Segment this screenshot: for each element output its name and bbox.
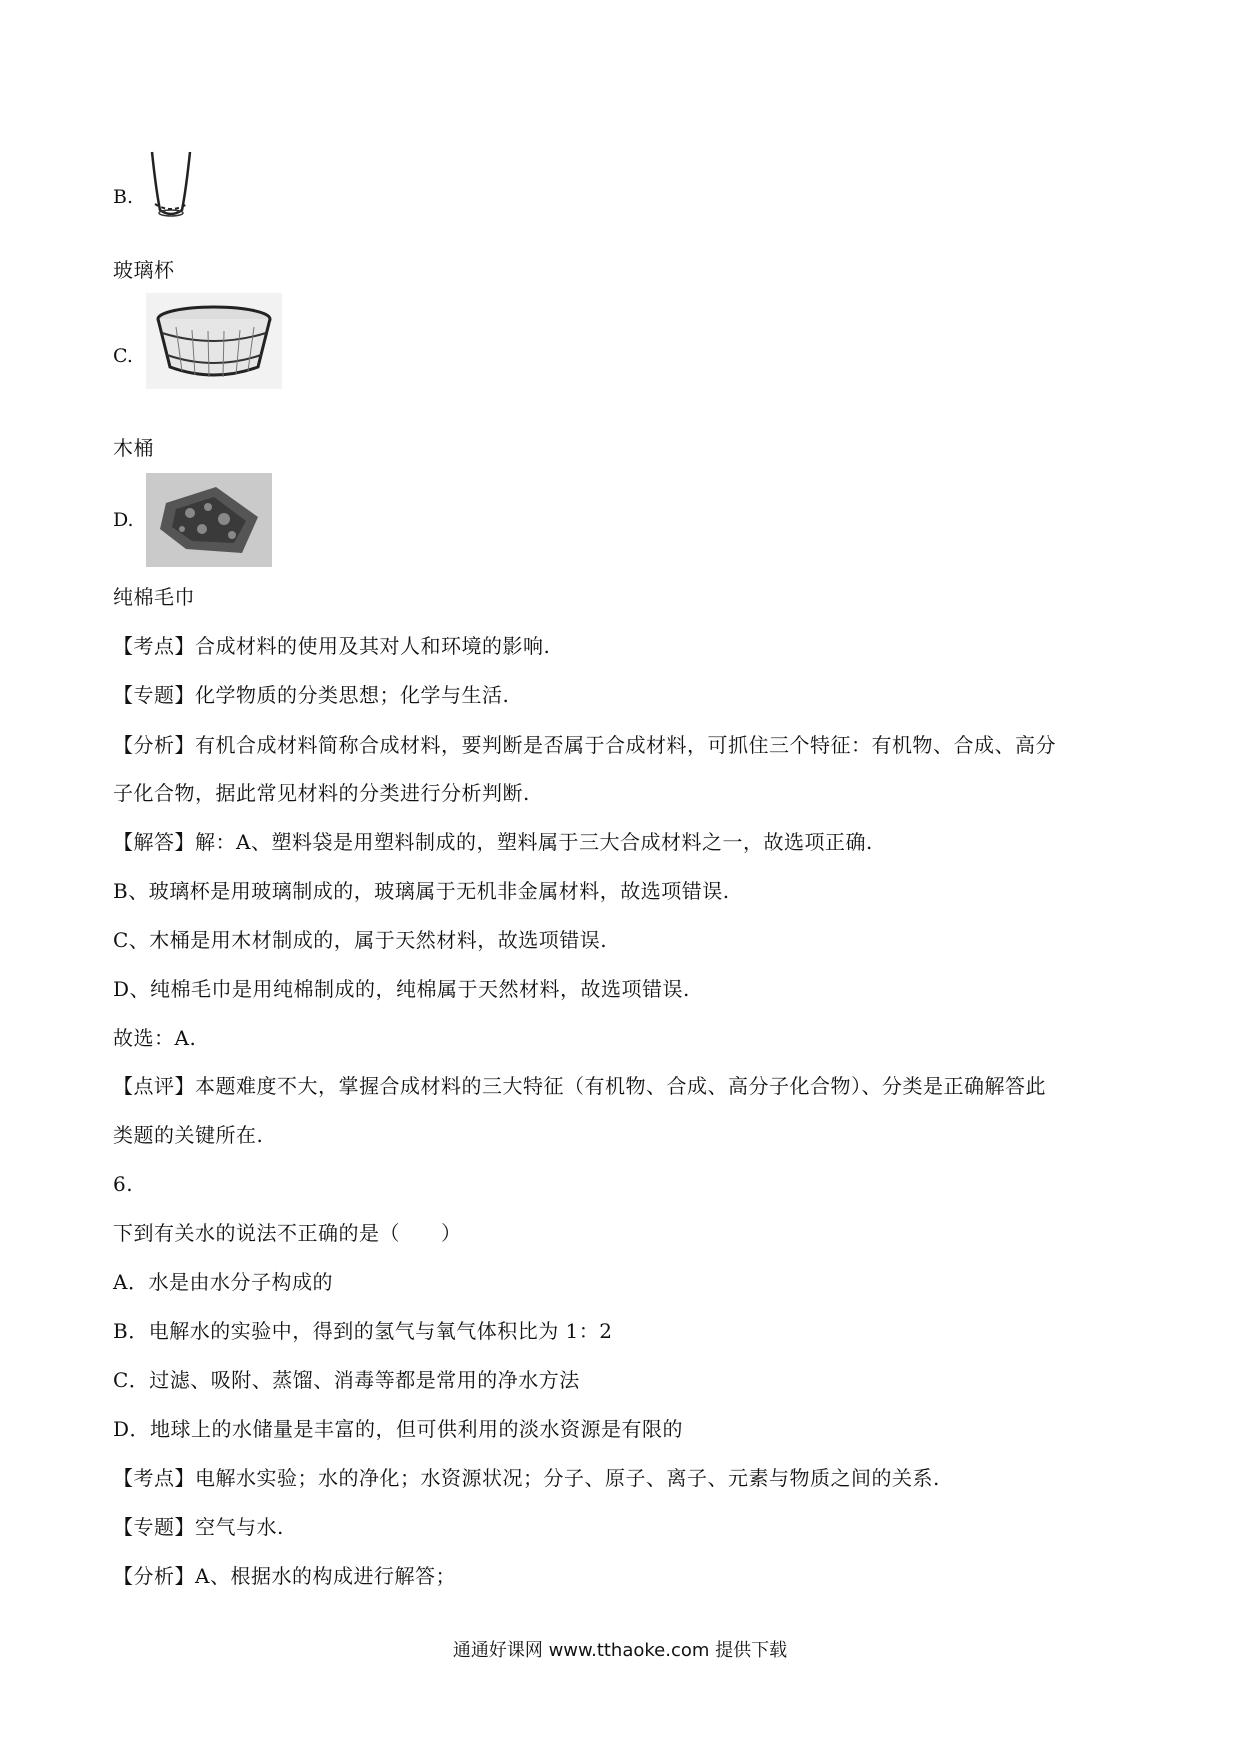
option-d-caption: 纯棉毛巾 — [113, 585, 195, 609]
q6-fenxi: 【分析】A、根据水的构成进行解答； — [113, 1564, 456, 1588]
glass-cup-icon — [146, 150, 196, 220]
option-c-letter: C. — [113, 345, 133, 367]
page-footer: 通通好课网 www.tthaoke.com 提供下载 — [452, 1640, 788, 1661]
q5-fenxi-line2: 子化合物，据此常见材料的分类进行分析判断. — [113, 781, 530, 805]
q6-stem: 下到有关水的说法不正确的是（ ） — [113, 1221, 462, 1245]
q6-option-d: D．地球上的水储量是丰富的，但可供利用的淡水资源是有限的 — [113, 1417, 684, 1441]
q6-option-c: C．过滤、吸附、蒸馏、消毒等都是常用的净水方法 — [113, 1368, 580, 1392]
q6-option-b: B．电解水的实验中，得到的氢气与氧气体积比为 1：2 — [113, 1319, 613, 1343]
q5-zhuanti: 【专题】化学物质的分类思想；化学与生活. — [113, 683, 510, 707]
q6-kaodian: 【考点】电解水实验；水的净化；水资源状况；分子、原子、离子、元素与物质之间的关系. — [113, 1466, 940, 1490]
option-b-caption: 玻璃杯 — [113, 258, 175, 282]
q5-jieda: 【解答】解：A、塑料袋是用塑料制成的，塑料属于三大合成材料之一，故选项正确. — [113, 830, 873, 854]
q5-fenxi-line1: 【分析】有机合成材料简称合成材料，要判断是否属于合成材料，可抓住三个特征：有机物、合成、高分 — [113, 733, 1056, 757]
wooden-bucket-icon — [146, 293, 282, 389]
cotton-towel-icon — [146, 473, 272, 567]
q5-jieda-d: D、纯棉毛巾是用纯棉制成的，纯棉属于天然材料，故选项错误. — [113, 977, 690, 1001]
q6-option-a: A．水是由水分子构成的 — [113, 1270, 333, 1294]
q5-dianping-line1: 【点评】本题难度不大，掌握合成材料的三大特征（有机物、合成、高分子化合物）、分类是正确解答此 — [113, 1074, 1046, 1098]
q6-zhuanti: 【专题】空气与水. — [113, 1515, 284, 1539]
q5-dianping-line2: 类题的关键所在. — [113, 1123, 264, 1147]
q5-jieda-c: C、木桶是用木材制成的，属于天然材料，故选项错误. — [113, 928, 608, 952]
option-c-caption: 木桶 — [113, 436, 154, 460]
option-d-letter: D. — [113, 509, 134, 531]
q5-kaodian: 【考点】合成材料的使用及其对人和环境的影响. — [113, 634, 551, 658]
q6-number: 6. — [113, 1172, 134, 1196]
q5-jieda-b: B、玻璃杯是用玻璃制成的，玻璃属于无机非金属材料，故选项错误. — [113, 879, 730, 903]
q5-answer: 故选：A. — [113, 1026, 197, 1050]
option-b-letter: B. — [113, 186, 134, 208]
